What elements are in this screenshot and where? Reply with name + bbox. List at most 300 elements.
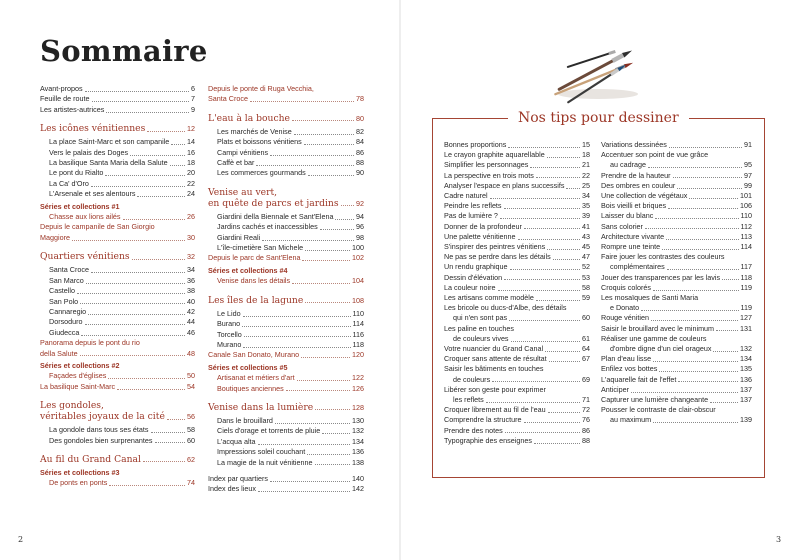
entry-title: au cadrage: [610, 160, 646, 170]
tip-entry[interactable]: [601, 201, 752, 211]
entry-page: 53: [582, 272, 590, 282]
entry-title: San Polo: [49, 296, 79, 306]
toc-entry[interactable]: [208, 319, 364, 329]
entry-page: 139: [740, 415, 752, 425]
dot-leader: [524, 422, 581, 423]
dot-leader: [130, 155, 185, 156]
dot-leader: [262, 240, 354, 241]
tip-entry[interactable]: [601, 222, 752, 232]
toc-entry-extra[interactable]: [208, 350, 364, 360]
tip-entry[interactable]: [444, 150, 590, 160]
tip-entry[interactable]: [444, 415, 590, 425]
toc-entry-extra[interactable]: [40, 233, 195, 243]
tip-entry[interactable]: [601, 140, 752, 150]
dot-leader: [258, 444, 350, 445]
toc-entry-extra-line1[interactable]: Panorama depuis le pont du rio: [40, 338, 140, 348]
section-page: 12: [187, 124, 195, 134]
entry-page: 136: [352, 447, 364, 457]
toc-entry-front[interactable]: [40, 94, 195, 104]
tip-entry[interactable]: [601, 395, 752, 405]
entry-page: 120: [352, 350, 364, 360]
entry-page: 22: [187, 178, 195, 188]
section-grand-canal[interactable]: [40, 454, 195, 465]
toc-entry[interactable]: [40, 425, 195, 435]
tip-entry[interactable]: [444, 344, 590, 354]
section-page: 62: [187, 454, 195, 464]
toc-entry-extra[interactable]: [40, 382, 195, 392]
entry-page: 48: [187, 348, 195, 358]
entry-title: Façades d'églises: [49, 371, 107, 381]
toc-entry[interactable]: [208, 426, 364, 436]
toc-entry-front[interactable]: [40, 105, 195, 115]
tip-entry[interactable]: [444, 201, 590, 211]
toc-entry[interactable]: [40, 168, 195, 178]
dot-leader: [530, 167, 580, 168]
toc-entry[interactable]: [40, 137, 195, 147]
entry-page: 106: [740, 201, 752, 211]
dot-leader: [689, 198, 738, 199]
entry-page: 36: [187, 275, 195, 285]
toc-entry-extra[interactable]: [208, 253, 364, 263]
entry-title: Un rendu graphique: [444, 262, 508, 272]
dot-leader: [667, 269, 739, 270]
entry-title: Cannaregio: [49, 306, 87, 316]
tip-entry[interactable]: [444, 171, 590, 181]
series-heading: Séries et collections #3: [40, 467, 120, 477]
entry-title: Des ombres en couleur: [601, 180, 676, 190]
entry-page: 6: [191, 84, 195, 93]
dot-leader: [77, 293, 185, 294]
toc-entry-extra[interactable]: [40, 349, 195, 359]
entry-title: Depuis le parc de Sant'Elena: [208, 253, 301, 263]
dot-leader: [270, 155, 354, 156]
series-entry[interactable]: [40, 212, 195, 222]
entry-title: Les artisans comme modèle: [444, 293, 534, 303]
tip-entry[interactable]: [601, 324, 752, 334]
dot-leader: [123, 219, 185, 220]
section-page: 32: [187, 252, 195, 262]
entry-page: 98: [356, 232, 364, 242]
entry-title: Anticiper: [601, 384, 629, 394]
dot-leader: [524, 228, 580, 229]
tip-entry[interactable]: [444, 232, 590, 242]
entry-page: 104: [352, 276, 364, 286]
dot-leader: [511, 341, 580, 342]
section-gondoles[interactable]: [40, 411, 195, 422]
entry-page: 86: [356, 147, 364, 157]
dot-leader: [659, 371, 738, 372]
tip-entry[interactable]: [601, 415, 752, 425]
dot-leader: [80, 355, 185, 356]
entry-page: 20: [187, 168, 195, 178]
dot-leader: [81, 335, 185, 336]
tip-entry-line1[interactable]: Saisir les bâtiments en touches: [444, 364, 544, 374]
entry-title: Artisanat et métiers d'art: [217, 373, 295, 383]
dot-leader: [301, 357, 350, 358]
entry-page: 74: [187, 478, 195, 488]
entry-title: Cadre naturel: [444, 191, 488, 201]
tip-entry[interactable]: [444, 354, 590, 364]
entry-page: 110: [352, 308, 364, 318]
tip-entry-line1[interactable]: Les mosaïques de Santi Maria: [601, 293, 699, 303]
dot-leader: [292, 120, 354, 121]
entry-page: 132: [740, 344, 752, 354]
dot-leader: [508, 147, 580, 148]
tip-entry[interactable]: [444, 160, 590, 170]
toc-entry[interactable]: [40, 436, 195, 446]
toc-entry[interactable]: [208, 233, 364, 243]
book-gutter: [399, 0, 401, 560]
toc-entry-extra-line1[interactable]: Depuis le ponte di Ruga Vecchia,: [208, 84, 314, 93]
entry-page: 137: [740, 384, 752, 394]
dot-leader: [653, 422, 738, 423]
dot-leader: [509, 320, 580, 321]
dot-leader: [549, 361, 580, 362]
toc-entry-extra[interactable]: [208, 94, 364, 104]
dot-leader: [91, 272, 185, 273]
section-icones[interactable]: [40, 123, 195, 134]
toc-entry[interactable]: [40, 189, 195, 199]
entry-title: Capturer une lumière changeante: [601, 395, 709, 405]
entry-page: 101: [740, 191, 752, 201]
entry-title: La basilique Saint-Marc: [40, 381, 116, 391]
entry-page: 59: [582, 293, 590, 303]
tip-entry[interactable]: [444, 283, 590, 293]
section-title: Les icônes vénitiennes: [40, 123, 146, 135]
tip-entry[interactable]: [444, 405, 590, 415]
dot-leader: [137, 196, 185, 197]
dot-leader: [648, 167, 742, 168]
tip-entry[interactable]: [601, 181, 752, 191]
series-entry[interactable]: [40, 371, 195, 381]
tip-entry-line1[interactable]: Libérer son geste pour exprimer: [444, 384, 546, 394]
dot-leader: [155, 442, 186, 443]
tip-entry[interactable]: [444, 436, 590, 446]
index-entry[interactable]: [208, 474, 364, 484]
section-iles[interactable]: [208, 295, 364, 306]
toc-entry[interactable]: [208, 437, 364, 447]
tip-entry[interactable]: [444, 395, 590, 405]
entry-title: Sans colorier: [601, 221, 643, 231]
entry-page: 131: [740, 323, 752, 333]
dot-leader: [547, 249, 580, 250]
section-quartiers[interactable]: [40, 251, 195, 262]
dot-leader: [92, 101, 189, 102]
toc-entry[interactable]: [40, 276, 195, 286]
dot-leader: [536, 177, 580, 178]
tip-entry-line1[interactable]: Les bricole ou ducs-d'Albe, des détails: [444, 303, 567, 313]
entry-title: L'aquarelle fait de l'effet: [601, 374, 677, 384]
dot-leader: [294, 134, 354, 135]
toc-entry[interactable]: [208, 340, 364, 350]
tip-entry-line1[interactable]: Les paline en touches: [444, 323, 514, 333]
entry-page: 18: [187, 158, 195, 168]
entry-title: Maggiore: [40, 232, 70, 242]
toc-entry[interactable]: [208, 416, 364, 426]
tip-entry[interactable]: [601, 375, 752, 385]
section-title: véritables joyaux de la cité: [40, 411, 165, 423]
entry-page: 102: [352, 253, 364, 263]
entry-title: Feuille de route: [40, 94, 90, 104]
page-title: Sommaire: [40, 34, 208, 68]
dot-leader: [250, 101, 354, 102]
tip-entry[interactable]: [601, 211, 752, 221]
entry-page: 46: [187, 327, 195, 337]
entry-page: 64: [582, 344, 590, 354]
index-entry[interactable]: [208, 484, 364, 494]
entry-title: Votre nuancier du Grand Canal: [444, 344, 544, 354]
tip-entry-line1[interactable]: Accentuer son point de vue grâce: [601, 150, 709, 160]
series-entry[interactable]: [208, 384, 364, 394]
toc-entry-front[interactable]: [40, 84, 195, 94]
entry-title: qui n'en sont pas: [453, 313, 508, 323]
dot-leader: [653, 290, 739, 291]
toc-column-1: [40, 84, 195, 489]
section-page: 56: [187, 412, 195, 422]
entry-title: au maximum: [610, 415, 652, 425]
entry-page: 39: [582, 211, 590, 221]
entry-title: Le crayon graphite aquarellable: [444, 150, 545, 160]
entry-page: 112: [740, 221, 752, 231]
dot-leader: [666, 239, 738, 240]
section-vert-line1[interactable]: Venise au vert,: [208, 186, 278, 198]
entry-title: Canale San Donato, Murano: [208, 350, 300, 360]
entry-page: 142: [352, 484, 364, 494]
toc-entry-extra-line1[interactable]: Depuis le campanile de San Giorgio: [40, 222, 155, 232]
tip-entry[interactable]: [601, 262, 752, 272]
tip-entry[interactable]: [601, 364, 752, 374]
dot-leader: [308, 175, 354, 176]
dot-leader: [86, 283, 185, 284]
tip-entry[interactable]: [601, 303, 752, 313]
entry-page: 34: [582, 191, 590, 201]
dot-leader: [167, 419, 185, 420]
dot-leader: [534, 443, 580, 444]
entry-page: 72: [582, 405, 590, 415]
section-vert[interactable]: [208, 198, 364, 209]
tip-entry[interactable]: [444, 222, 590, 232]
entry-title: Santa Croce: [49, 265, 89, 275]
entry-page: 117: [740, 262, 752, 272]
section-lumiere[interactable]: [208, 402, 364, 413]
tip-entry[interactable]: [444, 191, 590, 201]
tip-entry[interactable]: [444, 426, 590, 436]
entry-page: 126: [352, 383, 364, 393]
page-number-left: 2: [18, 535, 24, 544]
tip-entry[interactable]: [601, 385, 752, 395]
tip-entry[interactable]: [601, 171, 752, 181]
series-heading: Séries et collections #4: [208, 265, 288, 275]
tip-entry[interactable]: [444, 140, 590, 150]
series-entry[interactable]: [208, 373, 364, 383]
entry-page: 41: [582, 221, 590, 231]
toc-entry[interactable]: [208, 212, 364, 222]
entry-page: 7: [191, 94, 195, 104]
tip-entry[interactable]: [444, 375, 590, 385]
entry-title: Ciels d'orage et torrents de pluie: [217, 426, 321, 436]
toc-entry[interactable]: [208, 330, 364, 340]
entry-title: Enfilez vos bottes: [601, 364, 658, 374]
entry-page: 24: [187, 189, 195, 199]
entry-page: 43: [582, 231, 590, 241]
entry-page: 25: [582, 180, 590, 190]
dot-leader: [85, 91, 189, 92]
tip-entry[interactable]: [444, 293, 590, 303]
entry-title: Vers le palais des Doges: [49, 147, 129, 157]
entry-title: Campi vénitiens: [217, 147, 269, 157]
toc-entry[interactable]: [40, 148, 195, 158]
tip-entry[interactable]: [601, 160, 752, 170]
tip-entry[interactable]: [601, 283, 752, 293]
tip-entry[interactable]: [601, 191, 752, 201]
entry-page: 82: [356, 126, 364, 136]
entry-title: Le pont du Rialto: [49, 168, 104, 178]
tip-entry[interactable]: [601, 354, 752, 364]
dot-leader: [106, 112, 189, 113]
dot-leader: [722, 279, 738, 280]
dot-leader: [171, 144, 185, 145]
toc-entry[interactable]: [208, 148, 364, 158]
entry-title: Jouer des transparences par les lavis: [601, 272, 721, 282]
tip-entry[interactable]: [444, 211, 590, 221]
entry-title: La Ca' d'Oro: [49, 178, 89, 188]
section-title: Venise dans la lumière: [208, 401, 314, 413]
section-title: L'eau à la bouche: [208, 112, 290, 124]
series-entry[interactable]: [208, 276, 364, 286]
entry-page: 119: [740, 282, 752, 292]
dot-leader: [105, 175, 185, 176]
entry-page: 35: [582, 201, 590, 211]
tip-entry[interactable]: [601, 313, 752, 323]
section-bouche[interactable]: [208, 113, 364, 124]
entry-page: 61: [582, 333, 590, 343]
dot-leader: [143, 461, 185, 462]
toc-entry[interactable]: [208, 309, 364, 319]
toc-entry[interactable]: [40, 265, 195, 275]
dot-leader: [151, 432, 186, 433]
dot-leader: [505, 432, 580, 433]
toc-entry[interactable]: [40, 328, 195, 338]
toc-entry[interactable]: [40, 158, 195, 168]
entry-title: L'île-cimetière San Michele: [217, 243, 304, 253]
entry-title: Une palette vénitienne: [444, 231, 516, 241]
toc-entry[interactable]: [208, 127, 364, 137]
section-gondoles-line1[interactable]: Les gondoles,: [40, 400, 104, 412]
entry-title: La gondole dans tous ses états: [49, 425, 149, 435]
toc-entry[interactable]: [208, 243, 364, 253]
entry-title: Rompre une teinte: [601, 242, 661, 252]
entry-title: Dessin d'élévation: [444, 272, 503, 282]
toc-entry[interactable]: [208, 137, 364, 147]
entry-title: Comprendre la structure: [444, 415, 522, 425]
dot-leader: [669, 147, 742, 148]
entry-page: 22: [582, 170, 590, 180]
entry-title: La place Saint-Marc et son campanile: [49, 137, 170, 147]
tip-entry[interactable]: [444, 252, 590, 262]
dot-leader: [85, 324, 185, 325]
toc-entry[interactable]: [40, 317, 195, 327]
entry-title: Burano: [217, 319, 241, 329]
tip-entry-line1[interactable]: Réaliser une gamme de couleurs: [601, 333, 707, 343]
toc-entry[interactable]: [208, 447, 364, 457]
toc-entry[interactable]: [40, 297, 195, 307]
tip-entry[interactable]: [601, 232, 752, 242]
entry-title: Ne pas se perdre dans les détails: [444, 252, 551, 262]
tip-entry[interactable]: [444, 334, 590, 344]
entry-title: Boutiques anciennes: [217, 383, 284, 393]
dot-leader: [678, 381, 738, 382]
toc-entry[interactable]: [40, 286, 195, 296]
dot-leader: [297, 380, 350, 381]
entry-title: Une collection de végétaux: [601, 191, 688, 201]
section-title: Au fil du Grand Canal: [40, 453, 141, 465]
entry-title: Laisser du blanc: [601, 211, 654, 221]
toc-entry[interactable]: [40, 307, 195, 317]
dot-leader: [72, 240, 185, 241]
entry-title: Index par quartiers: [208, 473, 268, 483]
entry-page: 127: [740, 313, 752, 323]
entry-title: Plats et boissons vénitiens: [217, 137, 302, 147]
entry-page: 30: [187, 232, 195, 242]
entry-page: 122: [352, 373, 364, 383]
entry-page: 91: [744, 140, 752, 149]
series-entry[interactable]: [40, 478, 195, 488]
tip-entry[interactable]: [601, 273, 752, 283]
entry-page: 9: [191, 104, 195, 114]
dot-leader: [335, 219, 354, 220]
section-page: 108: [352, 295, 364, 305]
entry-title: de couleurs: [453, 374, 491, 384]
entry-page: 134: [352, 436, 364, 446]
toc-entry[interactable]: [208, 458, 364, 468]
entry-title: Analyser l'espace en plans successifs: [444, 180, 565, 190]
dot-leader: [518, 239, 580, 240]
tip-entry[interactable]: [444, 262, 590, 272]
entry-title: Avant-propos: [40, 84, 83, 93]
tip-entry[interactable]: [444, 181, 590, 191]
dot-leader: [292, 283, 350, 284]
entry-title: Les artistes-autrices: [40, 104, 105, 114]
entry-page: 38: [187, 286, 195, 296]
toc-entry[interactable]: [40, 179, 195, 189]
dot-leader: [566, 188, 580, 189]
entry-title: La couleur noire: [444, 282, 496, 292]
dot-leader: [498, 290, 580, 291]
dot-leader: [510, 269, 580, 270]
entry-page: 42: [187, 306, 195, 316]
toc-entry[interactable]: [208, 158, 364, 168]
entry-page: 113: [740, 231, 752, 241]
entry-page: 118: [740, 272, 752, 282]
entry-title: Murano: [217, 339, 242, 349]
toc-entry[interactable]: [208, 168, 364, 178]
entry-page: 54: [187, 381, 195, 391]
tip-entry[interactable]: [601, 242, 752, 252]
tip-entry-line1[interactable]: Faire jouer les contrastes des couleurs: [601, 252, 725, 262]
tip-entry[interactable]: [444, 313, 590, 323]
toc-entry[interactable]: [208, 222, 364, 232]
dot-leader: [536, 300, 580, 301]
tip-entry-line1[interactable]: Pousser le contraste de clair-obscur: [601, 405, 716, 415]
tip-entry[interactable]: [601, 344, 752, 354]
toc-column-2: [208, 84, 364, 495]
tip-entry[interactable]: [444, 242, 590, 252]
entry-title: Chasse aux lions ailés: [49, 212, 121, 222]
entry-page: 140: [352, 473, 364, 483]
tips-column-1: [444, 140, 590, 446]
dot-leader: [486, 402, 580, 403]
tip-entry[interactable]: [444, 273, 590, 283]
